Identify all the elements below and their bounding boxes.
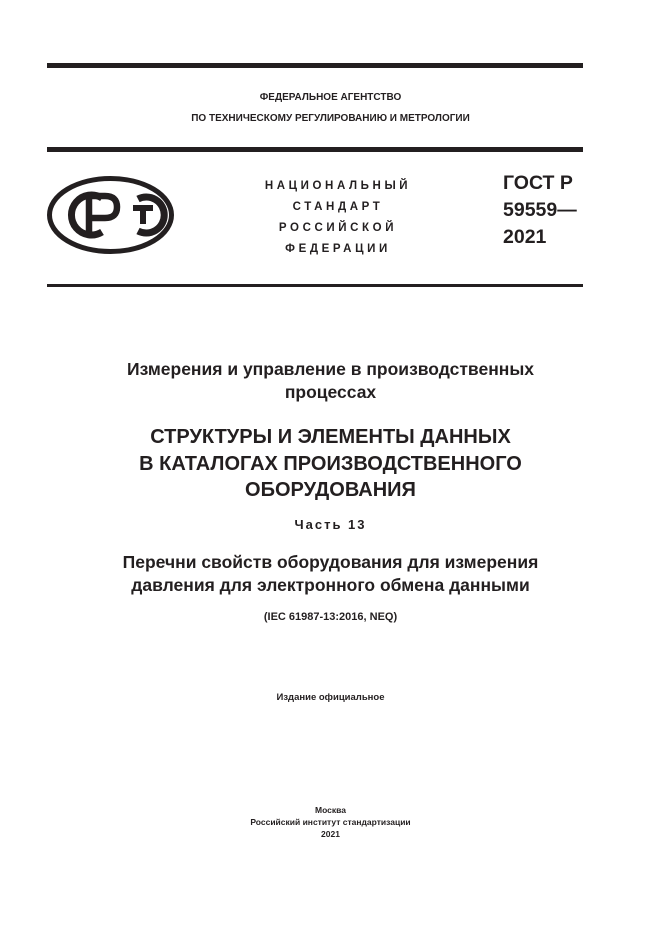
standard-type-line: НАЦИОНАЛЬНЫЙ (264, 180, 412, 192)
main-title-line2: В КАТАЛОГАХ ПРОИЗВОДСТВЕННОГО (139, 452, 522, 475)
publisher-city: Москва (315, 805, 346, 815)
subtitle (0, 551, 661, 597)
publisher-institute: Российский институт стандартизации (250, 817, 411, 827)
designation-line2: 59559— (503, 199, 577, 221)
main-title-line3: ОБОРУДОВАНИЯ (245, 479, 416, 501)
agency-name-line1: ФЕДЕРАЛЬНОЕ АГЕНТСТВО (259, 92, 402, 103)
standard-type (246, 176, 430, 260)
divider-rule (47, 284, 583, 287)
general-title-line1: Измерения и управление в производственных (126, 359, 535, 379)
header-rule (47, 147, 583, 152)
designation-line3: 2021 (503, 226, 547, 248)
publication-year: 2021 (321, 829, 340, 839)
standard-type-line: РОССИЙСКОЙ (278, 222, 398, 234)
general-title-line2: процессах (284, 382, 377, 402)
iec-reference: (IEC 61987-13:2016, NEQ) (263, 611, 398, 623)
part-number: Часть 13 (294, 517, 367, 532)
main-title-line1: СТРУКТУРЫ И ЭЛЕМЕНТЫ ДАННЫХ (150, 426, 511, 448)
agency-name-line2: ПО ТЕХНИЧЕСКОМУ РЕГУЛИРОВАНИЮ И МЕТРОЛОГИИ (191, 113, 470, 124)
subtitle-line1: Перечни свойств оборудования для измерения (122, 552, 539, 572)
edition-note: Издание официальное (276, 692, 385, 703)
top-rule (47, 63, 583, 68)
publisher-block (0, 804, 661, 840)
standard-designation (503, 170, 577, 251)
designation-line1: ГОСТ Р (503, 172, 573, 194)
general-title (0, 358, 661, 404)
standard-type-line: СТАНДАРТ (292, 201, 384, 213)
gost-r-logo-icon (47, 176, 174, 254)
subtitle-line2: давления для электронного обмена данными (131, 575, 530, 595)
main-title (0, 424, 661, 504)
standard-type-line: ФЕДЕРАЦИИ (285, 243, 391, 255)
